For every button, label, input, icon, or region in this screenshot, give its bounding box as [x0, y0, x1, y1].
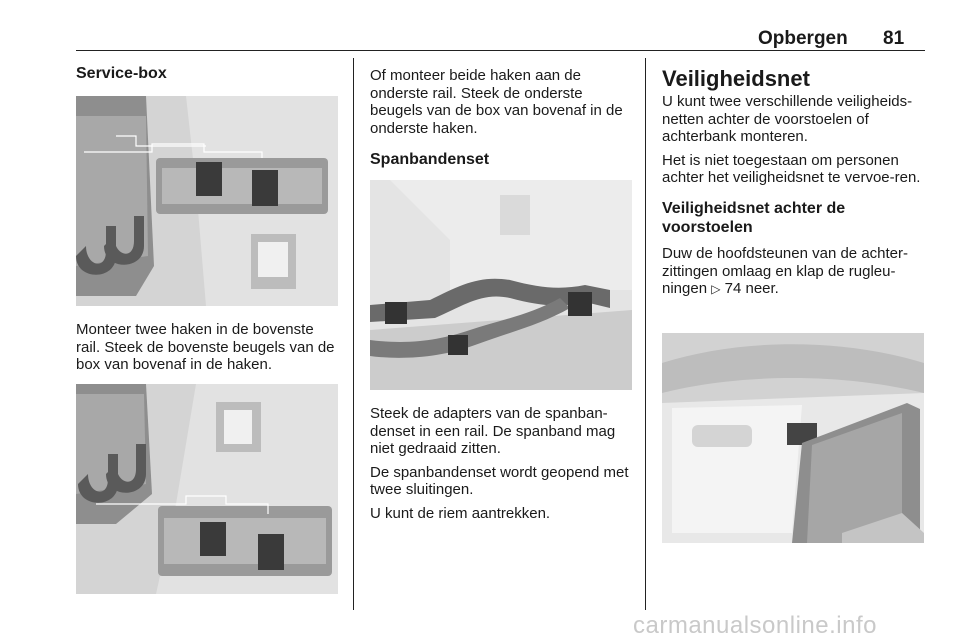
paragraph-fold-headrests-text: Duw de hoofdsteunen van de achter-zittingen omlaag en klap de rugleu-ningen — [662, 244, 908, 298]
subheading-behind-front-seats: Veiligheidsnet achter de voorstoelen — [662, 199, 846, 236]
paragraph-tighten: U kunt de riem aantrekken. — [370, 504, 551, 522]
paragraph-no-persons: Het is niet toegestaan om personen achter het veiligheidsnet te vervoe-ren. — [662, 151, 921, 187]
paragraph-lower-rail: Of monteer beide haken aan de onderste rail. Steek de onderste beugels van de box van bovenaf in de onderste haken. — [370, 67, 623, 137]
figure-safety-net — [662, 333, 924, 543]
figure-service-box-upper-rail — [76, 96, 338, 306]
figure-strap-set — [370, 180, 632, 390]
column-service-box — [76, 64, 338, 84]
column-veiligheidsnet — [662, 66, 926, 305]
figure-service-box-lower-rail — [76, 384, 338, 594]
page-reference-arrow-icon: ▷ — [711, 282, 721, 297]
paragraph-fold-headrests-end: neer. — [741, 280, 779, 298]
header-rule — [76, 50, 925, 51]
column-spanbandenset-heading — [370, 150, 632, 170]
column-divider — [353, 58, 354, 610]
page-header-title: Opbergen — [758, 28, 848, 49]
paragraph-two-nets: U kunt twee verschillende veiligheids-netten achter de voorstoelen of achterbank monteren. — [662, 93, 913, 146]
page-number: 81 — [883, 28, 905, 49]
section-heading-spanbandenset: Spanbandenset — [370, 151, 490, 168]
watermark: carmanualsonline.info — [633, 612, 877, 639]
paragraph-upper-rail: Monteer twee haken in de bovenste rail. Steek de bovenste beugels van de box van bovenaf in de haken. — [76, 321, 335, 374]
column-divider — [645, 58, 646, 610]
column-spanbandenset-text — [370, 405, 632, 529]
paragraph-adapters: Steek de adapters van de spanban-denset in een rail. De spanband mag niet gedraaid zitten. — [370, 405, 616, 458]
column-spanbandenset-intro — [370, 67, 632, 143]
column-service-box-text — [76, 321, 338, 380]
page-reference-number[interactable]: 74 — [724, 280, 742, 298]
paragraph-closures: De spanbandenset wordt geopend met twee sluitingen. — [370, 463, 629, 499]
paragraph-fold-headrests — [662, 245, 926, 299]
section-title-veiligheidsnet: Veiligheidsnet — [662, 66, 810, 91]
section-heading-service-box: Service-box — [76, 65, 167, 82]
